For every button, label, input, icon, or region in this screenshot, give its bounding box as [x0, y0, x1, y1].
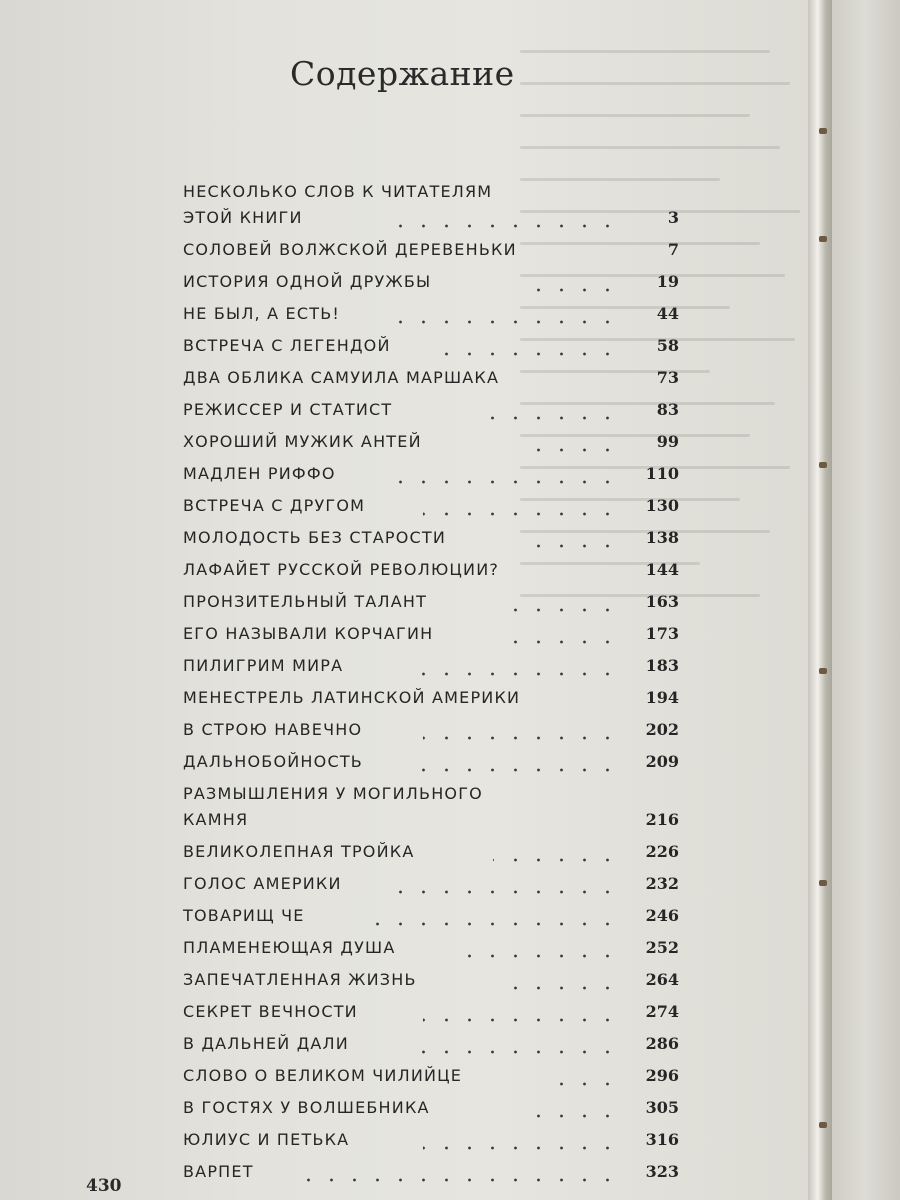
toc-entry: [183, 1124, 679, 1156]
toc-entry-page: 73: [656, 368, 679, 387]
toc-entry-title: СЕКРЕТ ВЕЧНОСТИ: [183, 1002, 358, 1021]
leader-dots: [503, 608, 619, 612]
right-page-edge: [832, 0, 900, 1200]
toc-entry-title: РЕЖИССЕР И СТАТИСТ: [183, 400, 393, 419]
leader-dots: [523, 288, 619, 292]
toc-entry-page: 274: [645, 1002, 679, 1021]
toc-entry: [183, 426, 679, 458]
toc-entry-title: СЛОВО О ВЕЛИКОМ ЧИЛИЙЦЕ: [183, 1066, 463, 1085]
leader-dots: [473, 416, 619, 420]
toc-entry-page: 163: [645, 592, 679, 611]
leader-dots: [383, 320, 619, 324]
toc-entry: [183, 586, 679, 618]
leader-dots: [423, 1146, 619, 1150]
toc-entry-page: 83: [656, 400, 679, 419]
leader-dots: [413, 768, 619, 772]
toc-entry: [183, 836, 679, 868]
toc-entry: [183, 868, 679, 900]
toc-entry-page: 130: [645, 496, 679, 515]
toc-entry-title: ЮЛИУС И ПЕТЬКА: [183, 1130, 350, 1149]
toc-entry-title: ВЕЛИКОЛЕПНАЯ ТРОЙКА: [183, 842, 415, 861]
toc-entry: [183, 330, 679, 362]
toc-entry: [183, 522, 679, 554]
leader-dots: [443, 352, 619, 356]
toc-entry-title: ИСТОРИЯ ОДНОЙ ДРУЖБЫ: [183, 272, 432, 291]
toc-entry: [183, 394, 679, 426]
toc-entry-page: 202: [645, 720, 679, 739]
toc-entry: [183, 1060, 679, 1092]
toc-entry: [183, 176, 679, 234]
toc-entry: [183, 746, 679, 778]
toc-entry: [183, 266, 679, 298]
toc-entry-page: 296: [645, 1066, 679, 1085]
toc-entry-title: ЕГО НАЗЫВАЛИ КОРЧАГИН: [183, 624, 434, 643]
toc-entry: [183, 650, 679, 682]
leader-dots: [533, 544, 619, 548]
toc-entry-title: РАЗМЫШЛЕНИЯ У МОГИЛЬНОГО КАМНЯ: [183, 784, 483, 829]
leader-dots: [463, 954, 619, 958]
binding-stitch: [819, 668, 827, 674]
toc-entry-title: ГОЛОС АМЕРИКИ: [183, 874, 342, 893]
toc-entry-title: В ДАЛЬНЕЙ ДАЛИ: [183, 1034, 349, 1053]
toc-entry: [183, 234, 679, 266]
toc-entry-title: МОЛОДОСТЬ БЕЗ СТАРОСТИ: [183, 528, 447, 547]
toc-entry-title: ПЛАМЕНЕЮЩАЯ ДУША: [183, 938, 396, 957]
toc-entry-page: 44: [656, 304, 679, 323]
toc-entry-title: ЛАФАЙЕТ РУССКОЙ РЕВОЛЮЦИИ?: [183, 560, 500, 579]
toc-entry-page: 138: [645, 528, 679, 547]
leader-dots: [523, 1114, 619, 1118]
toc-entry-page: 226: [645, 842, 679, 861]
toc-entry-title: ДАЛЬНОБОЙНОСТЬ: [183, 752, 363, 771]
toc-entry-title: ХОРОШИЙ МУЖИК АНТЕЙ: [183, 432, 422, 451]
binding-stitch: [819, 236, 827, 242]
toc-entry: [183, 714, 679, 746]
toc-entry-page: 183: [645, 656, 679, 675]
toc-entry: [183, 932, 679, 964]
toc-entry-title: ЗАПЕЧАТЛЕННАЯ ЖИЗНЬ: [183, 970, 417, 989]
binding-stitch: [819, 462, 827, 468]
leader-dots: [423, 736, 619, 740]
toc-entry-page: 99: [656, 432, 679, 451]
toc-entry-title: В ГОСТЯХ У ВОЛШЕБНИКА: [183, 1098, 430, 1117]
toc-entry-page: 246: [645, 906, 679, 925]
book-gutter: [808, 0, 832, 1200]
leader-dots: [398, 224, 619, 228]
leader-dots: [383, 480, 619, 484]
leader-dots: [293, 1178, 619, 1182]
page-title: Содержание: [290, 54, 515, 93]
toc-entry-title: ДВА ОБЛИКА САМУИЛА МАРШАКА: [183, 368, 500, 387]
toc-entry-title: НЕ БЫЛ, А ЕСТЬ!: [183, 304, 340, 323]
leader-dots: [613, 576, 619, 580]
page-number: 430: [86, 1176, 122, 1196]
toc-entry-page: 194: [645, 688, 679, 707]
leader-dots: [493, 858, 619, 862]
toc-entry-title: ПИЛИГРИМ МИРА: [183, 656, 344, 675]
toc-entry-page: 19: [656, 272, 679, 291]
toc-entry-page: 286: [645, 1034, 679, 1053]
leader-dots: [363, 922, 619, 926]
toc-entry: [183, 1092, 679, 1124]
toc-entry-title: СОЛОВЕЙ ВОЛЖСКОЙ ДЕРЕВЕНЬКИ: [183, 240, 517, 259]
leader-dots: [403, 1050, 619, 1054]
leader-dots: [523, 448, 619, 452]
toc-entry: [183, 900, 679, 932]
leader-dots: [513, 640, 619, 644]
toc-entry-page: 323: [645, 1162, 679, 1181]
binding-stitch: [819, 1122, 827, 1128]
toc-entry-page: 252: [645, 938, 679, 957]
toc-entry: [183, 996, 679, 1028]
toc-entry: [183, 964, 679, 996]
toc-entry-page: 209: [645, 752, 679, 771]
leader-dots: [423, 512, 619, 516]
leader-dots: [553, 1082, 619, 1086]
toc-entry-page: 3: [667, 208, 679, 227]
toc-entry-title: МЕНЕСТРЕЛЬ ЛАТИНСКОЙ АМЕРИКИ: [183, 688, 521, 707]
binding-stitch: [819, 880, 827, 886]
toc-entry-title: ПРОНЗИТЕЛЬНЫЙ ТАЛАНТ: [183, 592, 428, 611]
binding-stitch: [819, 128, 827, 134]
toc-entry-title: ВСТРЕЧА С ЛЕГЕНДОЙ: [183, 336, 391, 355]
toc-entry-page: 305: [645, 1098, 679, 1117]
leader-dots: [403, 672, 619, 676]
leader-dots: [393, 890, 619, 894]
toc-entry-page: 316: [645, 1130, 679, 1149]
toc-entry-page: 264: [645, 970, 679, 989]
toc-entry: [183, 682, 679, 714]
toc-entry: [183, 298, 679, 330]
leader-dots: [498, 986, 619, 990]
toc-entry-page: 232: [645, 874, 679, 893]
toc-entry: [183, 778, 679, 836]
toc-entry-title: НЕСКОЛЬКО СЛОВ К ЧИТАТЕЛЯМ ЭТОЙ КНИГИ: [183, 182, 493, 227]
toc-entry-page: 216: [645, 810, 679, 829]
table-of-contents: [183, 176, 679, 1188]
toc-entry: [183, 362, 679, 394]
toc-entry-page: 173: [645, 624, 679, 643]
toc-entry-title: ВАРПЕТ: [183, 1162, 254, 1181]
toc-entry-title: В СТРОЮ НАВЕЧНО: [183, 720, 363, 739]
toc-entry-title: ТОВАРИЩ ЧЕ: [183, 906, 305, 925]
toc-entry-title: ВСТРЕЧА С ДРУГОМ: [183, 496, 366, 515]
leader-dots: [423, 1018, 619, 1022]
toc-entry: [183, 458, 679, 490]
toc-entry: [183, 618, 679, 650]
toc-entry: [183, 1028, 679, 1060]
toc-entry: [183, 554, 679, 586]
toc-entry-page: 144: [645, 560, 679, 579]
toc-entry: [183, 1156, 679, 1188]
toc-entry: [183, 490, 679, 522]
toc-entry-page: 7: [667, 240, 679, 259]
toc-entry-page: 58: [656, 336, 679, 355]
toc-entry-page: 110: [645, 464, 679, 483]
toc-entry-title: МАДЛЕН РИФФО: [183, 464, 336, 483]
